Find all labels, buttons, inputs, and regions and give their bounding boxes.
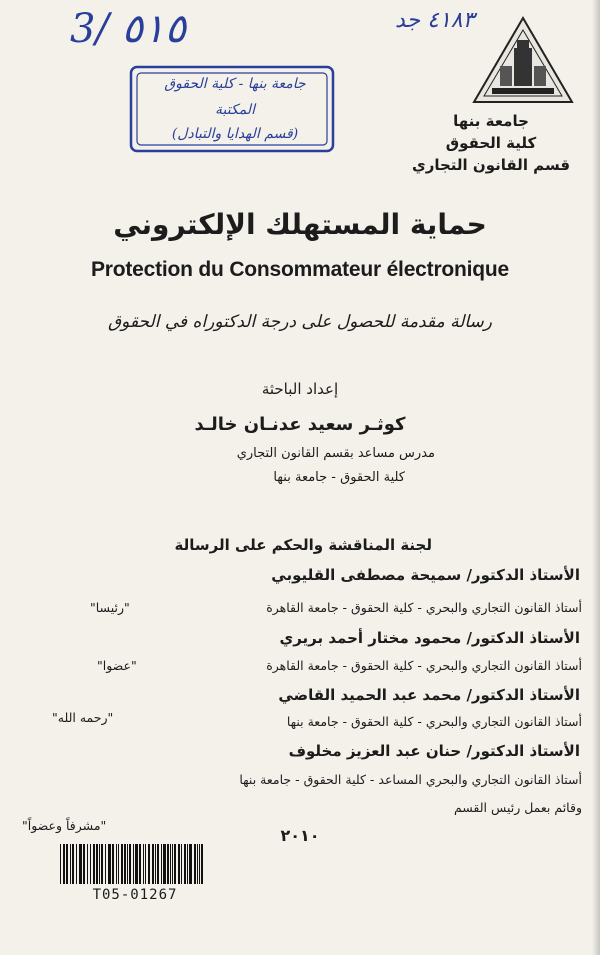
committee-heading: لجنة المناقشة والحكم على الرسالة <box>174 536 432 554</box>
committee-member-name: الأستاذ الدكتور/ محمود مختار أحمد بريري <box>279 629 580 647</box>
author-name: كوثـر سعيد عدنـان خالـد <box>194 414 406 435</box>
binding-shadow <box>592 0 600 955</box>
handwritten-note-top-left: 3/ ٥١٥ <box>70 6 187 52</box>
barcode-icon <box>58 842 206 890</box>
committee-member-name: الأستاذ الدكتور/ حنان عبد العزيز مخلوف <box>288 742 580 760</box>
prepared-by-label: إعداد الباحثة <box>261 380 339 398</box>
committee-member-affiliation-extra: وقائم بعمل رئيس القسم <box>453 800 582 815</box>
stamp-line-library: المكتبة <box>215 102 255 118</box>
stamp-line-section: (قسم الهدايا والتبادل) <box>171 126 299 142</box>
committee-member-role: "رحمه الله" <box>52 710 114 725</box>
author-department: كلية الحقوق - جامعة بنها <box>273 470 405 485</box>
thesis-title-french: Protection du Consommateur électronique <box>90 258 510 281</box>
university-logo-icon <box>470 14 576 110</box>
barcode-number: T05-01267 <box>92 887 178 903</box>
author-rank: مدرس مساعد بقسم القانون التجاري <box>236 446 435 461</box>
committee-member-role: "عضوا" <box>97 658 137 673</box>
thesis-subtitle: رسالة مقدمة للحصول على درجة الدكتوراه في الحقوق <box>107 312 493 332</box>
department-name: قسم القانون التجاري <box>411 156 571 174</box>
college-name: كلية الحقوق <box>445 134 537 152</box>
committee-member-name: الأستاذ الدكتور/ محمد عبد الحميد القاضي <box>278 686 580 704</box>
committee-member-name: الأستاذ الدكتور/ سميحة مصطفى القليوبي <box>271 566 580 584</box>
committee-member-role: "رئيسا" <box>90 600 130 615</box>
committee-member-affiliation: أستاذ القانون التجاري والبحري - كلية الحقوق - جامعة القاهرة <box>266 600 582 615</box>
committee-member-role: "مشرفاً وعضواً" <box>22 818 107 833</box>
faculty-block <box>396 110 586 176</box>
thesis-title-arabic: حماية المستهلك الإلكتروني <box>113 208 487 241</box>
university-name: جامعة بنها <box>453 112 529 130</box>
committee-member-affiliation: أستاذ القانون التجاري والبحري المساعد - كلية الحقوق - جامعة بنها <box>239 772 582 787</box>
stamp-line-university: جامعة بنها - كلية الحقوق <box>164 76 306 92</box>
committee-member-affiliation: أستاذ القانون التجاري والبحري - كلية الحقوق - جامعة بنها <box>286 714 582 729</box>
thesis-year: ٢٠١٠ <box>280 826 320 845</box>
committee-member-affiliation: أستاذ القانون التجاري والبحري - كلية الحقوق - جامعة القاهرة <box>266 658 582 673</box>
handwritten-note-top-right: ٤١٨٣ جد <box>395 8 475 33</box>
